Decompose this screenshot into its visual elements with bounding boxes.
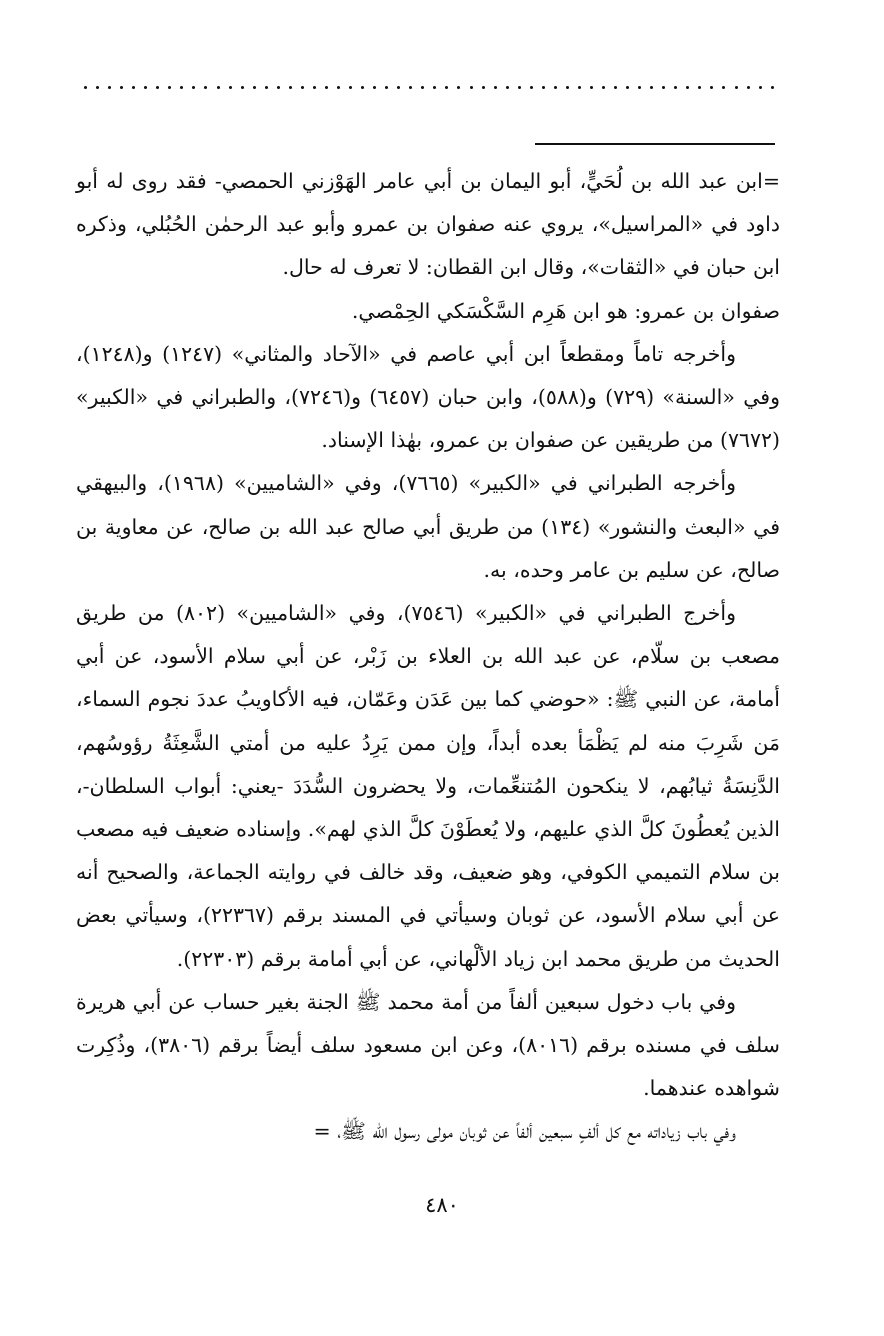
header-dotted-line	[84, 86, 774, 98]
paragraph-takhrij-3: وأخرج الطبراني في «الكبير» (٧٥٤٦)، وفي «الشاميين» (٨٠٢) من طريق مصعب بن سلّام، عن عبد الله بن العلاء بن زَبْر، عن أبي سلام الأسود، عن أبي أمامة، عن النبي ﷺ: «حوضي كما بين عَدَن وعَمّان، فيه الأكاويبُ عددَ نجوم السماء، مَن شَرِبَ منه لم يَظْمَأ بعده أبداً، وإن ممن يَرِدُ عليه من أمتي الشَّعِثَةُ رؤوسُهم، الدَّنِسَةُ ثيابُهم، لا ينكحون المُتنعِّمات، ولا يحضرون السُّدَدَ -يعني: أبواب السلطان-، الذين يُعطُونَ كلَّ الذي عليهم، ولا يُعطَوْنَ كلَّ الذي لهم». وإسناده ضعيف فيه مصعب بن سلام التميمي الكوفي، وهو ضعيف، وقد خالف في روايته الجماعة، والصحيح أنه عن أبي سلام الأسود، عن ثوبان وسيأتي في المسند برقم (٢٢٣٦٧)، وسيأتي بعض الحديث من طريق محمد ابن زياد الألْهاني، عن أبي أمامة برقم (٢٢٣٠٣).	[76, 601, 780, 971]
footnote-text-block	[76, 160, 780, 1154]
paragraph-bab-ziyadat: وفي باب زياداته مع كل ألفٍ سبعين ألفاً عن ثوبان مولى رسول الله ﷺ، =	[313, 1119, 736, 1144]
paragraph-bab-dukhul: وفي باب دخول سبعين ألفاً من أمة محمد ﷺ الجنة بغير حساب عن أبي هريرة سلف في مسنده برقم (٨٠١٦)، وعن ابن مسعود سلف أيضاً برقم (٣٨٠٦)، وذُكِرت شواهده عندهما.	[76, 989, 780, 1101]
paragraph-takhrij-2: وأخرجه الطبراني في «الكبير» (٧٦٦٥)، وفي «الشاميين» (١٩٦٨)، والبيهقي في «البعث والنشور» (١٣٤) من طريق أبي صالح عبد الله بن صالح، عن معاوية بن صالح، عن سليم بن عامر وحده، به.	[76, 471, 780, 582]
footnote-separator-rule	[535, 143, 775, 145]
page-number: ٤٨٠	[425, 1193, 459, 1217]
paragraph-continuation: =ابن عبد الله بن لُحَيٍّ، أبو اليمان بن أبي عامر الهَوْزني الحمصي- فقد روى له أبو داود في «المراسيل»، يروي عنه صفوان بن عمرو وأبو عبد الرحمٰن الحُبُلي، وذكره ابن حبان في «الثقات»، وقال ابن القطان: لا تعرف له حال.	[76, 169, 780, 280]
paragraph-takhrij-1: وأخرجه تاماً ومقطعاً ابن أبي عاصم في «الآحاد والمثاني» (١٢٤٧) و(١٢٤٨)، وفي «السنة» (٧٢٩) و(٥٨٨)، وابن حبان (٦٤٥٧) و(٧٢٤٦)، والطبراني في «الكبير» (٧٦٧٢) من طريقين عن صفوان بن عمرو، بهٰذا الإسناد.	[76, 341, 780, 453]
paragraph-safwan: صفوان بن عمرو: هو ابن هَرِم السَّكْسَكي الحِمْصي.	[351, 298, 780, 323]
